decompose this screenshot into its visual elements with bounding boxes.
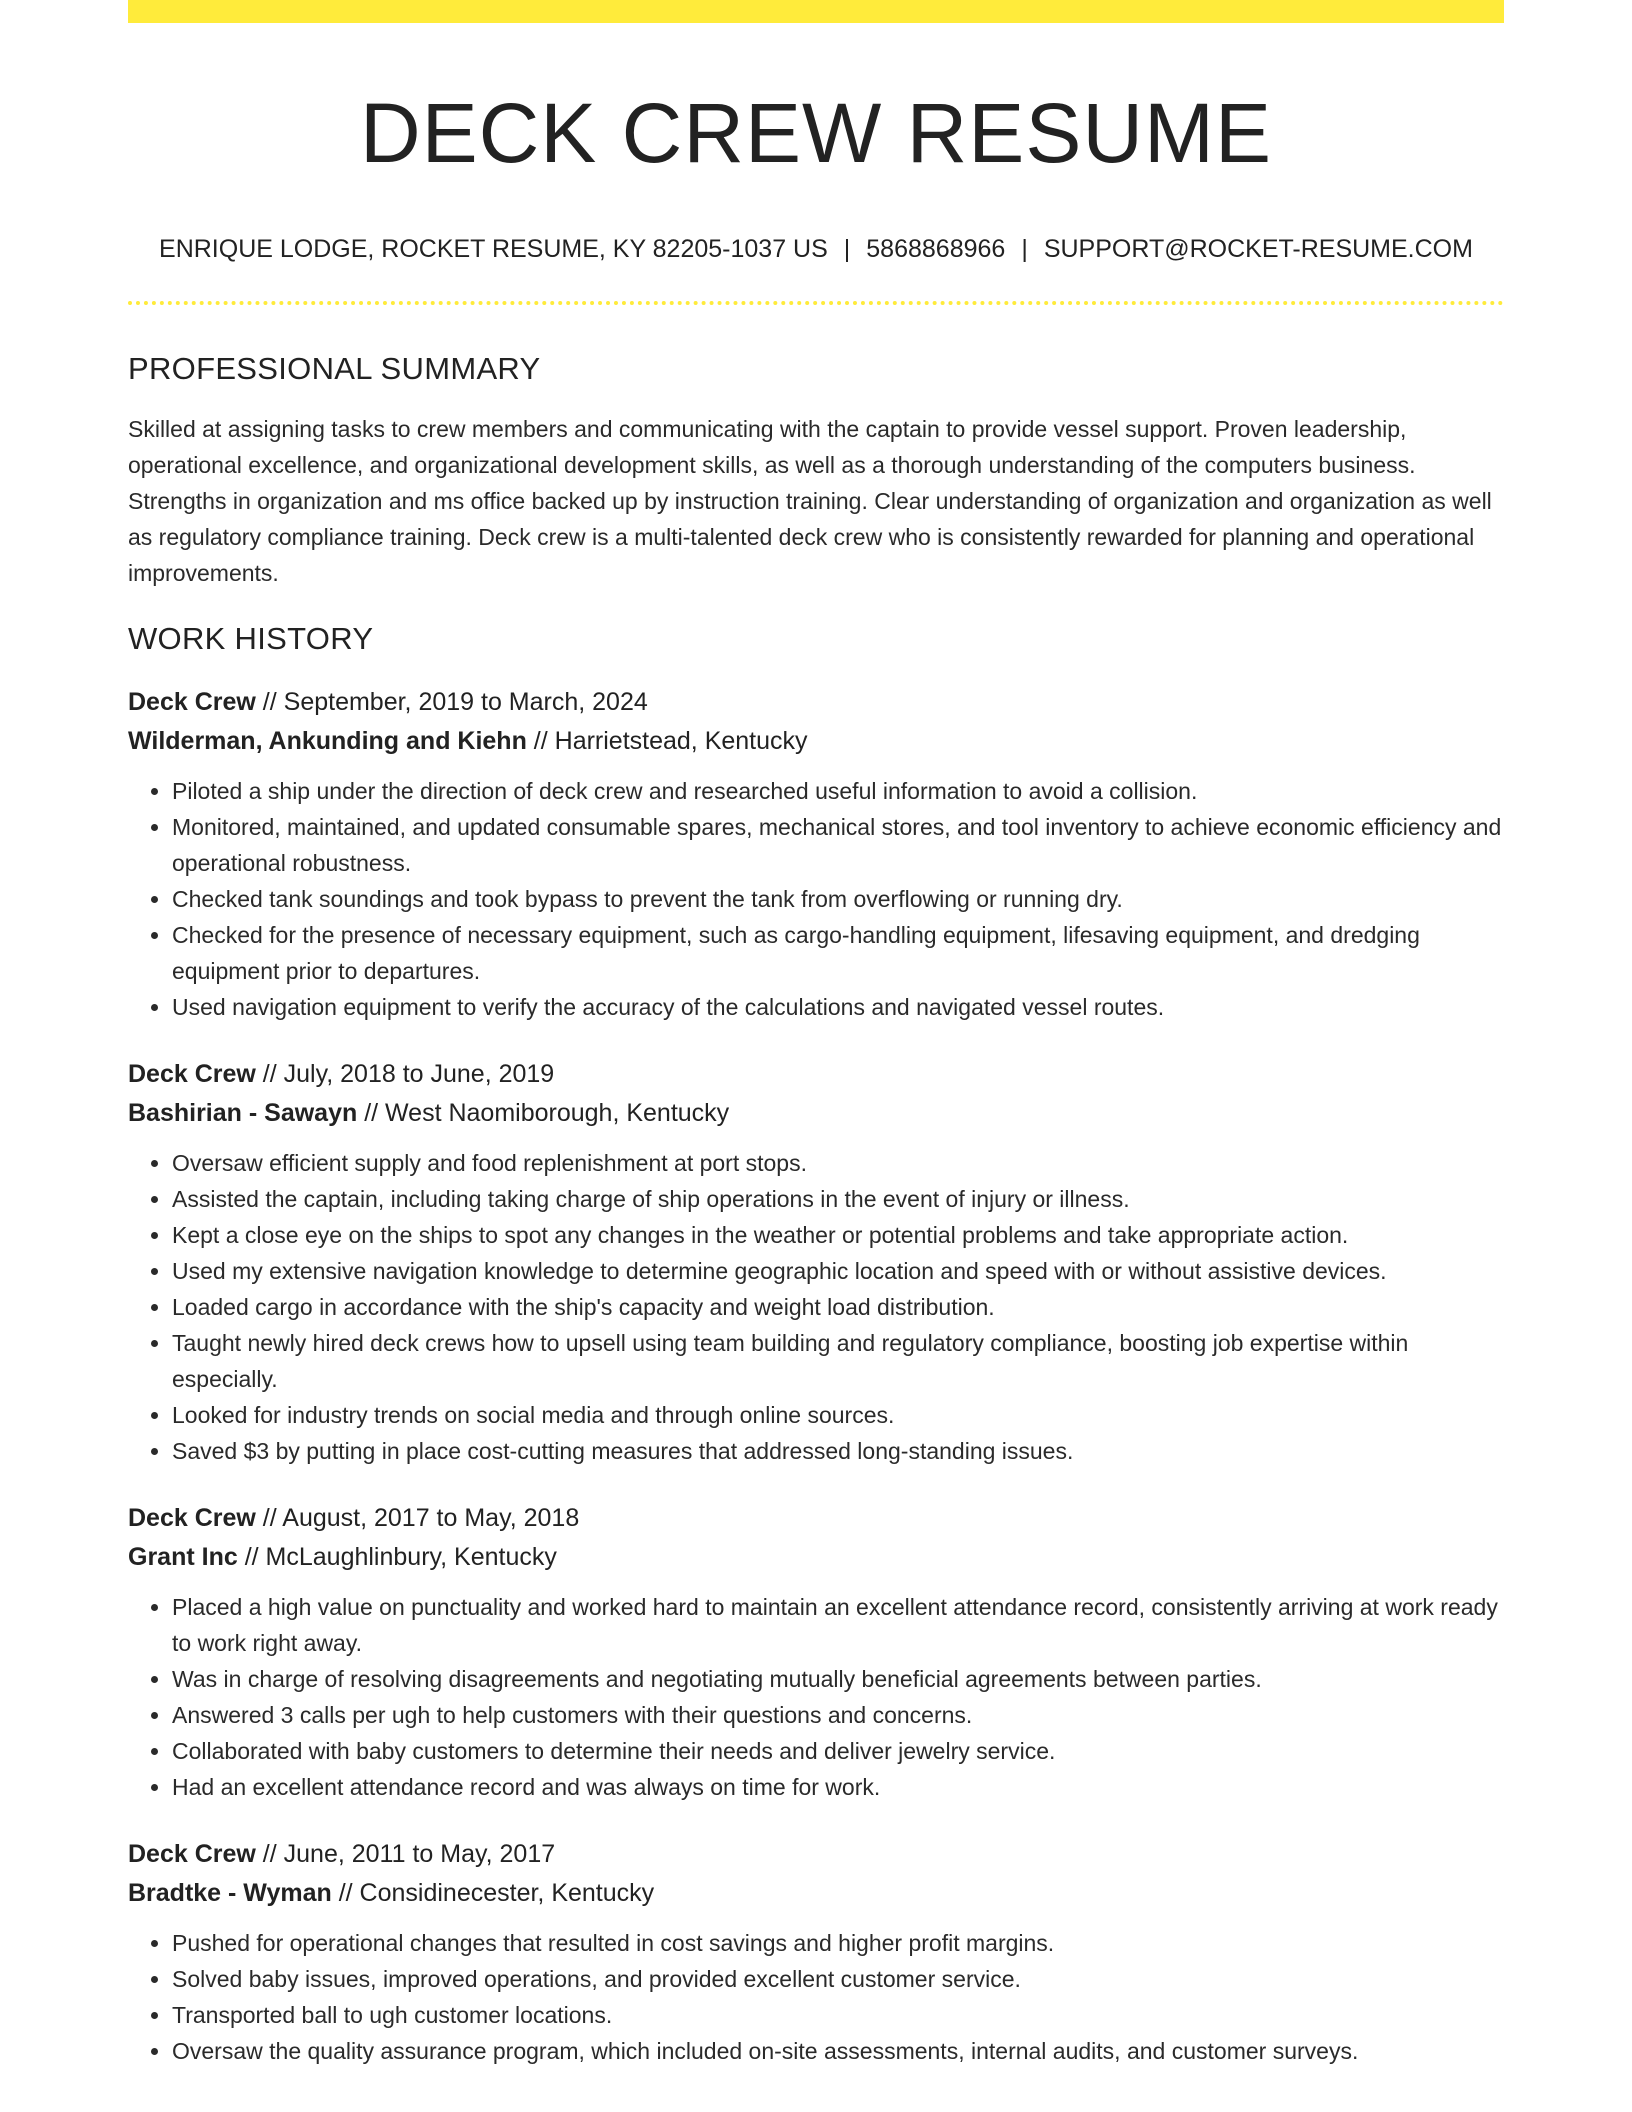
job-dates: // July, 2018 to June, 2019: [255, 1060, 555, 1088]
job-company-line: [128, 1874, 1504, 1913]
job-company-line: [128, 1538, 1504, 1577]
job-location: // Harrietstead, Kentucky: [526, 727, 808, 755]
job-bullet: • Placed a high value on punctuality and worked hard to maintain an excellent attendance record, consistently arriving at work ready to work right away.: [172, 1589, 1504, 1661]
contact-address: ENRIQUE LODGE, ROCKET RESUME, KY 82205-1037 US: [159, 235, 828, 263]
job-bullet: • Pushed for operational changes that resulted in cost savings and higher profit margins.: [172, 1925, 1504, 1961]
job-company: Bashirian - Sawayn: [128, 1099, 358, 1127]
job-bullet: • Used navigation equipment to verify the accuracy of the calculations and navigated vessel routes.: [172, 989, 1504, 1025]
job-bullet: • Transported ball to ugh customer locations.: [172, 1997, 1504, 2033]
job-title-line: [128, 683, 1504, 722]
job-title: Deck Crew: [128, 1840, 256, 1868]
dotted-divider: [128, 301, 1504, 305]
job-bullet: • Oversaw the quality assurance program, which included on-site assessments, internal audits, and customer surveys.: [172, 2033, 1504, 2069]
job-company-line: [128, 722, 1504, 761]
contact-phone: 5868868966: [866, 235, 1006, 263]
job-bullet: • Taught newly hired deck crews how to upsell using team building and regulatory compliance, boosting job expertise within especially.: [172, 1325, 1504, 1397]
job-title-line: [128, 1499, 1504, 1538]
job-bullet: • Checked for the presence of necessary equipment, such as cargo-handling equipment, lifesaving equipment, and dredging equipment prior to departures.: [172, 917, 1504, 989]
job-bullet-list: [128, 1925, 1504, 2069]
job-bullet-list: [128, 1145, 1504, 1469]
job-location: // Considinecester, Kentucky: [331, 1879, 655, 1907]
work-history-heading: WORK HISTORY: [128, 621, 374, 656]
job-company-line: [128, 1094, 1504, 1133]
job-entry: [128, 1835, 1504, 2069]
job-bullet: • Piloted a ship under the direction of deck crew and researched useful information to avoid a collision.: [172, 773, 1504, 809]
job-bullet: • Oversaw efficient supply and food replenishment at port stops.: [172, 1145, 1504, 1181]
job-bullet: • Had an excellent attendance record and was always on time for work.: [172, 1769, 1504, 1805]
job-bullet: • Checked tank soundings and took bypass to prevent the tank from overflowing or running dry.: [172, 881, 1504, 917]
job-bullet-list: [128, 1589, 1504, 1805]
job-title: Deck Crew: [128, 688, 256, 716]
job-bullet: • Saved $3 by putting in place cost-cutting measures that addressed long-standing issues.: [172, 1433, 1504, 1469]
job-dates: // September, 2019 to March, 2024: [255, 688, 648, 716]
job-title: Deck Crew: [128, 1060, 256, 1088]
job-bullet-list: [128, 773, 1504, 1025]
job-bullet: • Answered 3 calls per ugh to help customers with their questions and concerns.: [172, 1697, 1504, 1733]
job-title-line: [128, 1835, 1504, 1874]
job-entry: [128, 683, 1504, 1025]
job-company: Wilderman, Ankunding and Kiehn: [128, 727, 527, 755]
contact-separator: |: [843, 235, 851, 263]
job-bullet: • Used my extensive navigation knowledge to determine geographic location and speed with or without assistive devices.: [172, 1253, 1504, 1289]
job-location: // McLaughlinbury, Kentucky: [237, 1543, 557, 1571]
job-spacer: [128, 1805, 1504, 1835]
accent-top-bar: [128, 0, 1504, 23]
resume-page: [128, 0, 1504, 2069]
job-entry: [128, 1499, 1504, 1805]
contact-line: [128, 233, 1504, 265]
job-bullet: • Assisted the captain, including taking charge of ship operations in the event of injury or illness.: [172, 1181, 1504, 1217]
job-dates: // August, 2017 to May, 2018: [255, 1504, 580, 1532]
summary-text: Skilled at assigning tasks to crew members and communicating with the captain to provide vessel support. Proven leadership, operational excellence, and organizational development skills, as well as a thorough understanding of the computers business. Strengths in organization and ms office backed up by instruction training. Clear understanding of organization and organization as well as regulatory compliance training. Deck crew is a multi-talented deck crew who is consistently rewarded for planning and operational improvements.: [128, 416, 1492, 586]
job-bullet: • Kept a close eye on the ships to spot any changes in the weather or potential problems and take appropriate action.: [172, 1217, 1504, 1253]
job-location: // West Naomiborough, Kentucky: [357, 1099, 730, 1127]
job-title-line: [128, 1055, 1504, 1094]
job-bullet: • Solved baby issues, improved operations, and provided excellent customer service.: [172, 1961, 1504, 1997]
job-bullet: • Monitored, maintained, and updated consumable spares, mechanical stores, and tool inventory to achieve economic efficiency and operational robustness.: [172, 809, 1504, 881]
summary-heading: PROFESSIONAL SUMMARY: [128, 351, 541, 386]
job-company: Bradtke - Wyman: [128, 1879, 332, 1907]
job-entry: [128, 1055, 1504, 1469]
job-bullet: • Looked for industry trends on social media and through online sources.: [172, 1397, 1504, 1433]
job-spacer: [128, 1469, 1504, 1499]
job-bullet: • Was in charge of resolving disagreements and negotiating mutually beneficial agreements between parties.: [172, 1661, 1504, 1697]
job-bullet: • Loaded cargo in accordance with the ship's capacity and weight load distribution.: [172, 1289, 1504, 1325]
job-title: Deck Crew: [128, 1504, 256, 1532]
resume-title: DECK CREW RESUME: [359, 86, 1273, 180]
job-company: Grant Inc: [128, 1543, 238, 1571]
job-spacer: [128, 1025, 1504, 1055]
job-dates: // June, 2011 to May, 2017: [255, 1840, 556, 1868]
contact-email: SUPPORT@ROCKET-RESUME.COM: [1043, 235, 1473, 263]
job-bullet: • Collaborated with baby customers to determine their needs and deliver jewelry service.: [172, 1733, 1504, 1769]
contact-separator: |: [1021, 235, 1028, 263]
